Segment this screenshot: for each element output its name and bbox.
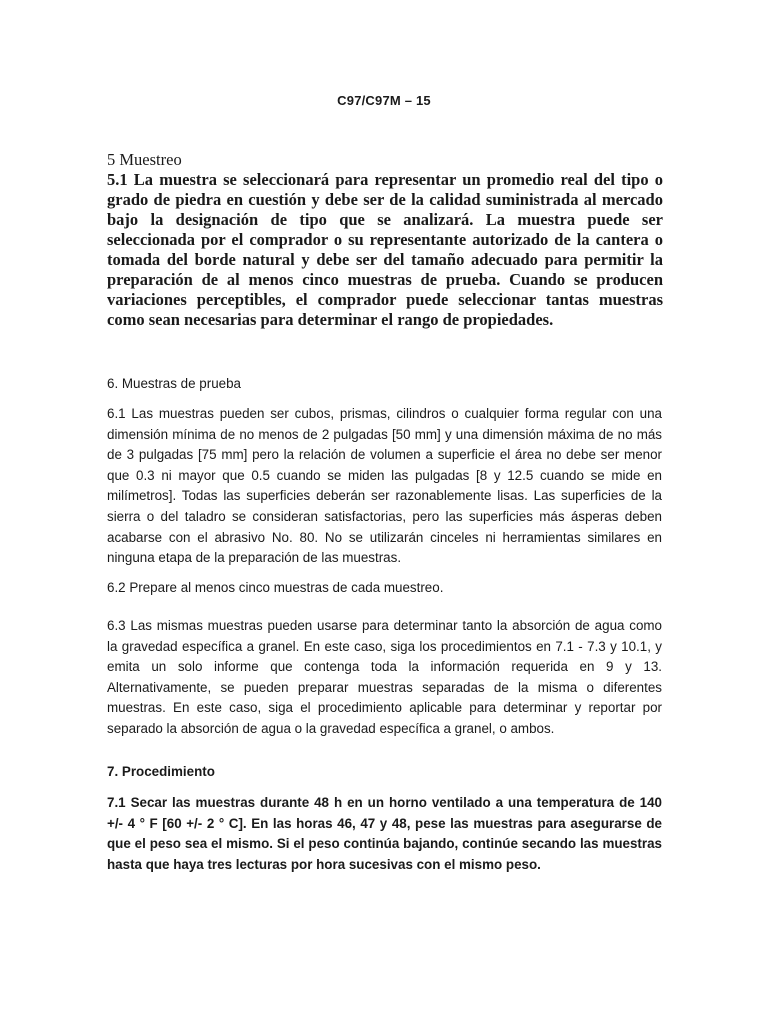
document-designation: C97/C97M – 15: [337, 93, 431, 108]
section-5-heading: [107, 150, 663, 170]
section-5-1-text: 5.1 La muestra se seleccionará para representar un promedio real del tipo o grado de piedra en cuestión y debe ser de la calidad suministrada al mercado bajo la designación de tipo que se analizará. La muestra puede ser seleccionada por el comprador o su representante autorizado de la cantera o tomada del borde natural y debe ser del tamaño adecuado para permitir la preparación de al menos cinco muestras de prueba. Cuando se producen variaciones perceptibles, el comprador puede seleccionar tantas muestras como sean necesarias para determinar el rango de propiedades.: [107, 170, 663, 329]
section-6-1-paragraph: [107, 404, 662, 569]
section-6-1-text: 6.1 Las muestras pueden ser cubos, prismas, cilindros o cualquier forma regular con una dimensión mínima de no menos de 2 pulgadas [50 mm] y una dimensión máxima de no más de 3 pulgadas [75 mm] pero la relación de volumen a superficie el área no debe ser menor que 0.3 ni mayor que 0.5 cuando se miden las pulgadas [8 y 12.5 cuando se mide en milímetros]. Todas las superficies deberán ser razonablemente lisas. Las superficies de la sierra o del taladro se consideran satisfactorias, pero las superficies más ásperas deben acabarse con el abrasivo No. 80. No se utilizarán cinceles ni herramientas similares en ninguna etapa de la preparación de las muestras.: [107, 406, 662, 566]
section-6-3-paragraph: [107, 616, 662, 740]
section-5-1-paragraph: [107, 170, 663, 330]
section-6-3-text: 6.3 Las mismas muestras pueden usarse para determinar tanto la absorción de agua como la gravedad específica a granel. En este caso, siga los procedimientos en 7.1 - 7.3 y 10.1, y emita un solo informe que contenga toda la información requerida en 9 y 13. Alternativamente, se pueden preparar muestras separadas de la misma o diferentes muestras. En este caso, siga el procedimiento aplicable para determinar y reportar por separado la absorción de agua o la gravedad específica a granel, o ambos.: [107, 618, 662, 736]
section-5-heading-text: 5 Muestreo: [107, 150, 182, 169]
section-7-1-text: 7.1 Secar las muestras durante 48 h en un horno ventilado a una temperatura de 140 +/- 4 ° F [60 +/- 2 ° C]. En las horas 46, 47 y 48, pese las muestras para asegurarse de que el peso sea el mismo. Si el peso continúa bajando, continúe secando las muestras hasta que haya tres lecturas por hora sucesivas con el mismo peso.: [107, 795, 662, 872]
section-6-heading: [107, 374, 662, 395]
section-6-2-text: 6.2 Prepare al menos cinco muestras de cada muestreo.: [107, 580, 444, 595]
section-7-heading: [107, 762, 662, 783]
section-7-heading-text: 7. Procedimiento: [107, 764, 215, 779]
section-6-2-paragraph: [107, 578, 662, 599]
section-6-heading-text: 6. Muestras de prueba: [107, 376, 241, 391]
section-7-1-paragraph: [107, 793, 662, 875]
